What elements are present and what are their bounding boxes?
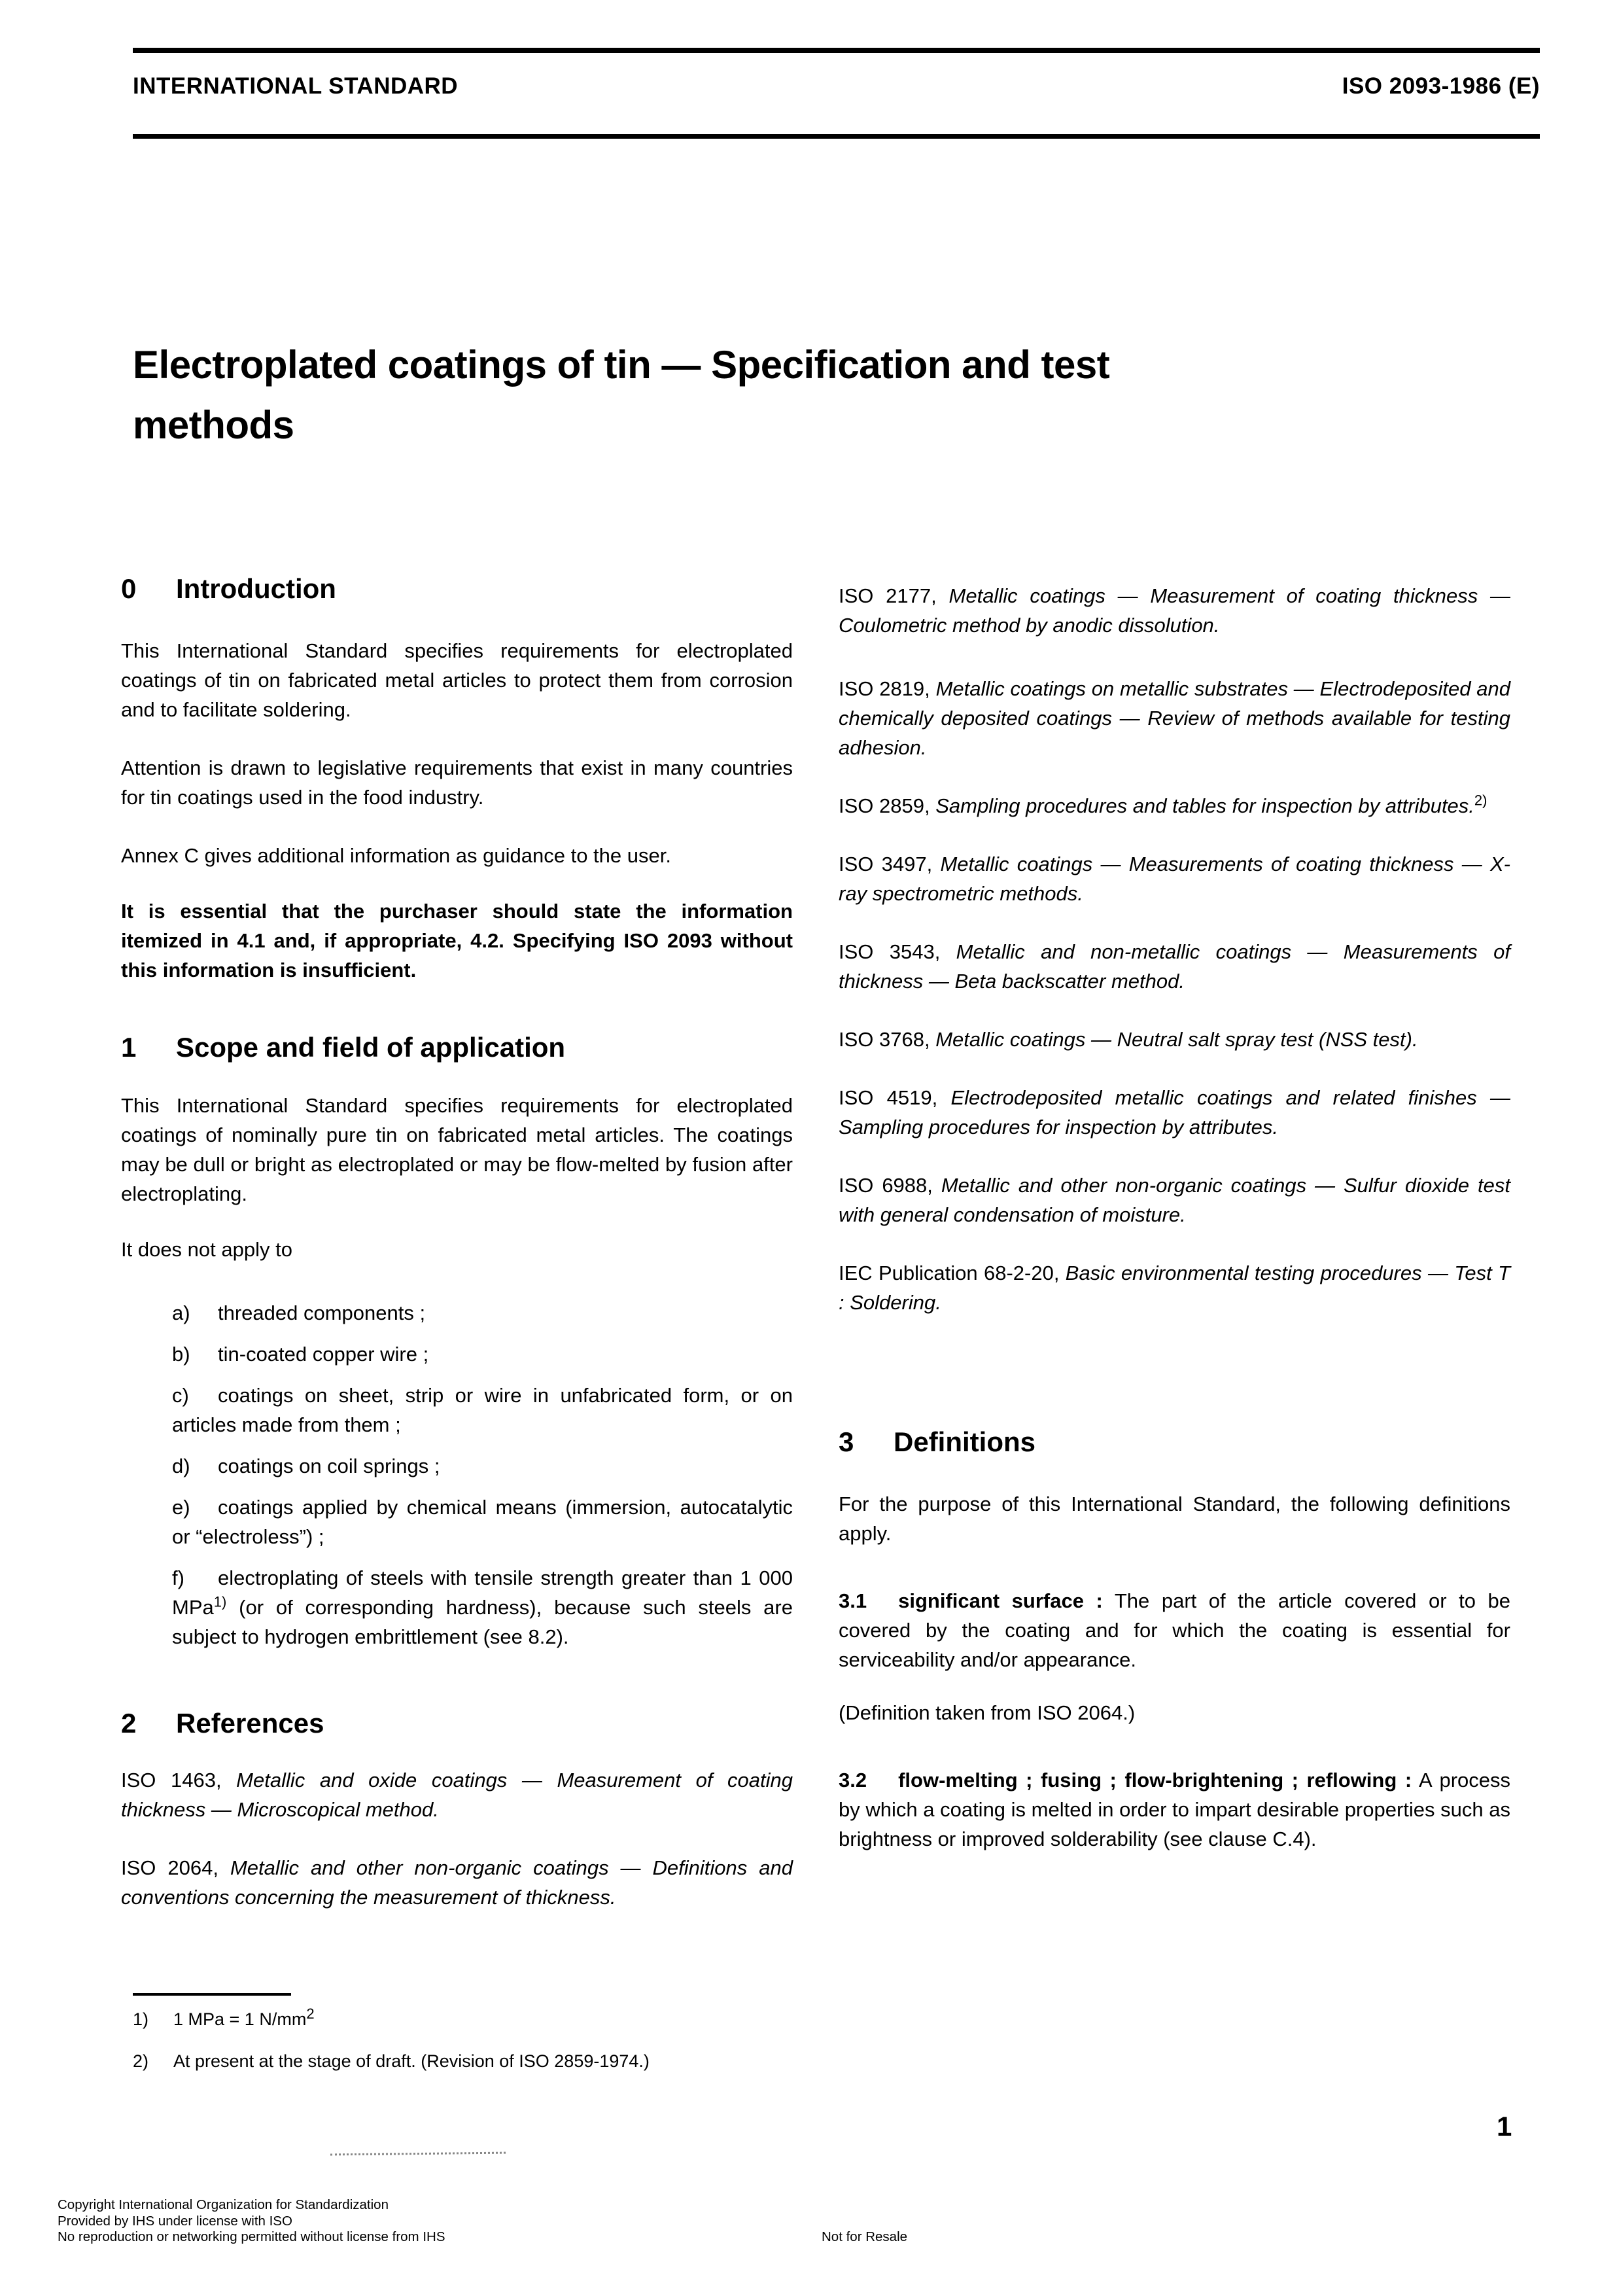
- list-item-label: c): [172, 1384, 189, 1407]
- scan-artifact: [330, 2152, 506, 2157]
- left-column: [121, 563, 793, 1941]
- list-item-d: [172, 1451, 793, 1481]
- intro-paragraph-3: Annex C gives additional information as guidance to the user.: [121, 844, 671, 867]
- reference-id: ISO 1463,: [121, 1769, 222, 1792]
- two-column-body: [121, 563, 1511, 1941]
- list-item-f: [172, 1563, 793, 1651]
- reference-iso-4519: [839, 1083, 1510, 1142]
- reference-id: ISO 2064,: [121, 1856, 218, 1879]
- reference-iec-68-2-20: [839, 1258, 1510, 1317]
- definition-lead: [839, 1589, 1103, 1612]
- definition-3-1: [839, 1586, 1510, 1674]
- copyright-line: Provided by IHS under license with ISO: [58, 2213, 292, 2229]
- reference-id: IEC Publication 68-2-20,: [839, 1262, 1060, 1284]
- list-item-text-part: electroplating of steels with tensile strength greater than 1 000 MPa: [172, 1566, 793, 1619]
- copyright-line: Copyright International Organization for Standardization: [58, 2197, 389, 2212]
- list-item-text-part: (or of corresponding hardness), because such steels are subject to hydrogen embrittlement (see 8.2).: [172, 1596, 793, 1648]
- section-title: Definitions: [894, 1426, 1035, 1457]
- document-title-line1: Electroplated coatings of tin — Specification and test: [133, 343, 1110, 387]
- scope-exclusion-list: [121, 1298, 793, 1651]
- reference-iso-6988: [839, 1171, 1510, 1229]
- page-number: 1: [1497, 2111, 1512, 2142]
- section-heading-introduction: [121, 572, 793, 606]
- definitions-intro: For the purpose of this International Standard, the following definitions apply.: [839, 1492, 1510, 1545]
- footnote-text: At present at the stage of draft. (Revision of ISO 2859-1974.): [173, 2051, 650, 2071]
- reference-iso-3768: [839, 1025, 1510, 1054]
- section-title: References: [176, 1708, 324, 1739]
- document-title-line2: methods: [133, 403, 294, 447]
- header-rule-top: [133, 48, 1540, 53]
- reference-title: Metallic and other non-organic coatings — Sulfur dioxide test with general condensation of moisture.: [839, 1174, 1510, 1226]
- reference-title: Metallic coatings — Measurements of coating thickness — X-ray spectrometric methods.: [839, 853, 1510, 905]
- reference-id: ISO 6988,: [839, 1174, 933, 1197]
- definition-number: 3.1: [839, 1589, 867, 1612]
- scope-paragraph-1: This International Standard specifies requirements for electroplated coatings of nominally pure tin on fabricated metal articles. The coatings may be dull or bright as electroplated or may be flow-melted by fusion after electroplating.: [121, 1094, 793, 1205]
- section-heading-scope: [121, 1031, 793, 1065]
- section-title: Scope and field of application: [176, 1032, 566, 1063]
- reference-id: ISO 3543,: [839, 940, 941, 963]
- list-item-text: [172, 1566, 793, 1648]
- list-item-a: [172, 1298, 793, 1328]
- list-item-text: tin-coated copper wire ;: [218, 1343, 429, 1366]
- definition-body: A process by which a coating is melted in order to impart desirable properties such as brightness or improved solderability (see clause C.4).: [839, 1769, 1511, 1850]
- footnote-block: [133, 1993, 885, 2090]
- list-item-label: f): [172, 1566, 184, 1589]
- footnote-label: 1): [133, 2009, 149, 2029]
- reference-title: Metallic coatings on metallic substrates — Electrodeposited and chemically deposited coatings — Review of methods available for testing adhesion.: [839, 677, 1510, 759]
- list-item-label: a): [172, 1301, 190, 1324]
- list-item-text: threaded components ;: [218, 1301, 426, 1324]
- section-heading-definitions: [839, 1425, 1510, 1459]
- intro-paragraph-2: Attention is drawn to legislative requirements that exist in many countries for tin coatings used in the food industry.: [121, 756, 793, 809]
- header-standard-number: ISO 2093-1986 (E): [1342, 73, 1540, 99]
- reference-iso-3543: [839, 937, 1510, 996]
- list-item-text: coatings on coil springs ;: [218, 1455, 440, 1477]
- reference-iso-2819: [839, 674, 1510, 762]
- reference-id: ISO 2177,: [839, 584, 937, 607]
- footnote-2: [133, 2048, 885, 2074]
- reference-iso-2859: [839, 791, 1510, 821]
- copyright-block: [58, 2197, 445, 2246]
- reference-title: Metallic coatings — Measurement of coating thickness — Coulometric method by anodic dissolution.: [839, 584, 1510, 637]
- list-item-label: b): [172, 1343, 190, 1366]
- copyright-line: No reproduction or networking permitted without license from IHS: [58, 2229, 445, 2244]
- reference-iso-2064: [121, 1853, 793, 1912]
- list-item-c: [172, 1381, 793, 1439]
- reference-id: ISO 2819,: [839, 677, 930, 700]
- reference-title: Electrodeposited metallic coatings and related finishes — Sampling procedures for inspection by attributes.: [839, 1086, 1510, 1139]
- footnote-1: [133, 2006, 885, 2032]
- section-number: 2: [121, 1708, 137, 1739]
- list-item-text: coatings on sheet, strip or wire in unfabricated form, or on articles made from them ;: [172, 1384, 793, 1436]
- reference-title: Metallic and other non-organic coatings — Definitions and conventions concerning the measurement of thickness.: [121, 1856, 793, 1909]
- reference-id: ISO 3768,: [839, 1028, 930, 1051]
- reference-iso-3497: [839, 849, 1510, 908]
- reference-iso-1463: [121, 1765, 793, 1824]
- definition-3-1-note: (Definition taken from ISO 2064.): [839, 1701, 1136, 1724]
- footnote-marker-1: 1): [213, 1593, 227, 1610]
- footnote-text: [173, 2005, 315, 2029]
- list-item-b: [172, 1339, 793, 1369]
- section-heading-references: [121, 1706, 793, 1740]
- right-column: [839, 563, 1510, 1941]
- reference-title: Metallic coatings — Neutral salt spray test (NSS test).: [935, 1028, 1418, 1051]
- definition-body: The part of the article covered or to be covered by the coating and for which the coating is essential for serviceability and/or appearance.: [839, 1589, 1510, 1671]
- definition-term: significant surface :: [898, 1589, 1103, 1612]
- footnote-label: 2): [133, 2051, 149, 2071]
- header-rule-bottom: [133, 134, 1540, 139]
- definition-lead: [839, 1769, 1412, 1792]
- reference-title: Metallic and non-metallic coatings — Measurements of thickness — Beta backscatter method.: [839, 940, 1510, 993]
- footnote-marker-2: 2): [1474, 792, 1487, 809]
- page-header: [133, 73, 1540, 99]
- reference-title: Metallic and oxide coatings — Measurement of coating thickness — Microscopical method.: [121, 1769, 793, 1821]
- definition-number: 3.2: [839, 1769, 867, 1792]
- header-left-label: INTERNATIONAL STANDARD: [133, 73, 459, 99]
- definition-3-2: [839, 1765, 1510, 1854]
- reference-title: Basic environmental testing procedures — Test T : Soldering.: [839, 1262, 1510, 1314]
- footnote-rule: [133, 1993, 291, 1996]
- document-title: [133, 335, 1559, 455]
- reference-iso-2177: [839, 581, 1510, 640]
- list-item-label: e): [172, 1496, 190, 1519]
- footnote-text-part: 1 MPa = 1 N/mm: [173, 2009, 307, 2029]
- list-item-text: coatings applied by chemical means (immersion, autocatalytic or “electroless”) ;: [172, 1496, 793, 1548]
- reference-title: Sampling procedures and tables for inspection by attributes.: [935, 794, 1474, 817]
- intro-paragraph-essential: It is essential that the purchaser should state the information itemized in 4.1 and, if appropriate, 4.2. Specifying ISO 2093 without this information is insufficient.: [121, 900, 793, 981]
- reference-id: ISO 2859,: [839, 794, 930, 817]
- list-item-label: d): [172, 1455, 190, 1477]
- section-number: 1: [121, 1032, 137, 1063]
- reference-id: ISO 3497,: [839, 853, 933, 875]
- scope-paragraph-2: It does not apply to: [121, 1238, 292, 1261]
- not-for-resale-label: Not for Resale: [822, 2229, 908, 2244]
- superscript: 2: [306, 2005, 315, 2022]
- intro-paragraph-1: This International Standard specifies requirements for electroplated coatings of tin on fabricated metal articles to protect them from corrosion and to facilitate soldering.: [121, 639, 793, 721]
- definition-term: flow-melting ; fusing ; flow-brightening ; reflowing :: [898, 1769, 1412, 1792]
- section-title: Introduction: [176, 573, 336, 604]
- list-item-e: [172, 1492, 793, 1551]
- section-number: 3: [839, 1426, 854, 1457]
- section-number: 0: [121, 573, 137, 604]
- reference-id: ISO 4519,: [839, 1086, 938, 1109]
